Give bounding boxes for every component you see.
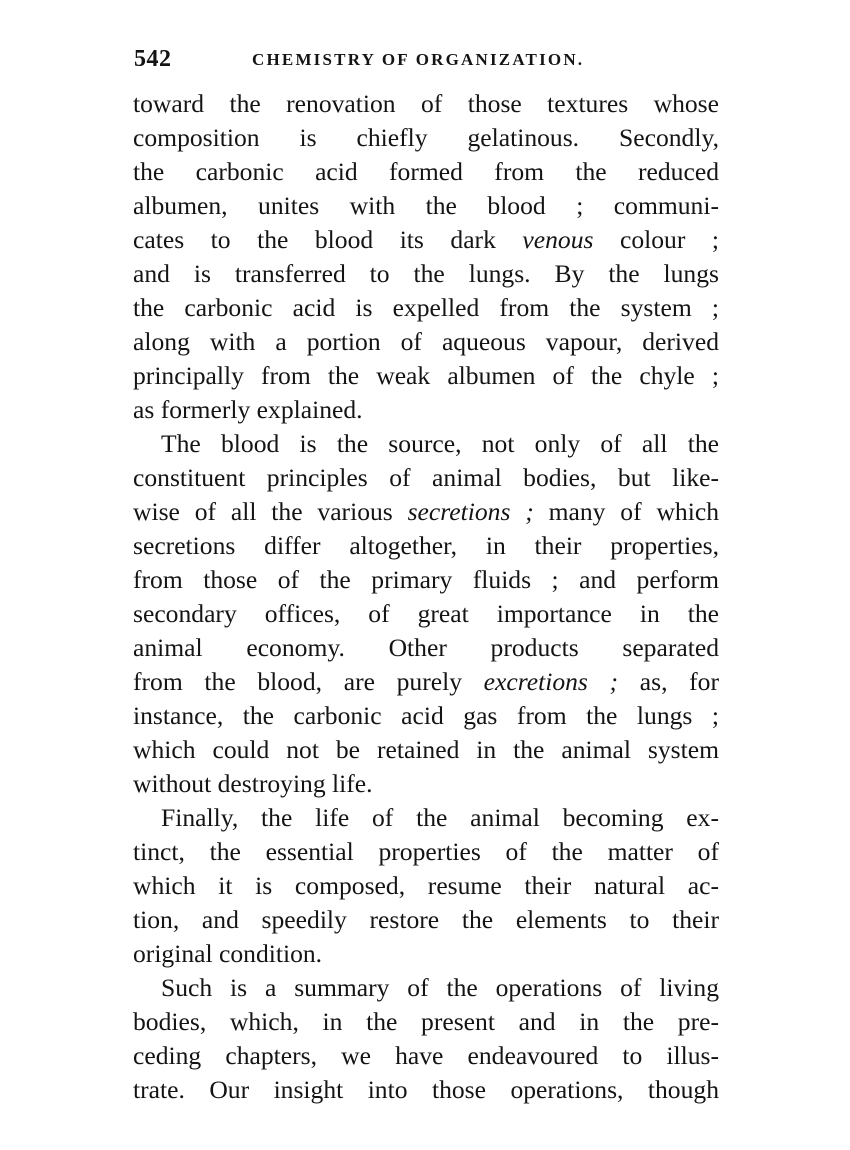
text-run: principally from the weak albumen of the chyle ; [133, 361, 719, 390]
text-line [133, 427, 719, 461]
running-head [134, 46, 718, 74]
text-run: which could not be retained in the animal system [133, 735, 719, 764]
text-run: and is transferred to the lungs. By the lungs [133, 259, 719, 288]
page-number: 542 [134, 46, 172, 72]
body-text [133, 87, 719, 1107]
text-run: bodies, which, in the present and in the pre- [133, 1007, 719, 1036]
text-line [133, 121, 719, 155]
text-run: cates to the blood its dark [133, 225, 523, 254]
italic-term: excretions ; [483, 667, 619, 696]
text-run: The blood is the source, not only of all the [161, 429, 719, 458]
text-line [133, 87, 719, 121]
text-line [133, 1073, 719, 1107]
text-line [133, 631, 719, 665]
text-run: original condition. [133, 939, 323, 968]
text-line [133, 359, 719, 393]
text-run: wise of all the various [133, 497, 408, 526]
italic-term: venous [522, 225, 594, 254]
text-run: tinct, the essential properties of the matter of [133, 837, 719, 866]
text-run: trate. Our insight into those operations, though [133, 1075, 719, 1104]
text-line [133, 971, 719, 1005]
text-run: from those of the primary fluids ; and perform [133, 565, 719, 594]
text-line [133, 257, 719, 291]
text-line [133, 903, 719, 937]
text-line [133, 325, 719, 359]
text-run: from the blood, are purely [133, 667, 484, 696]
text-run: composition is chiefly gelatinous. Secondly, [133, 123, 719, 152]
text-run: secretions differ altogether, in their properties, [133, 531, 719, 560]
text-run: animal economy. Other products separated [133, 633, 719, 662]
text-line [133, 291, 719, 325]
text-line [133, 529, 719, 563]
text-line [133, 869, 719, 903]
text-run: Finally, the life of the animal becoming ex- [161, 803, 719, 832]
text-run: tion, and speedily restore the elements to their [133, 905, 719, 934]
paragraph [133, 427, 719, 801]
paragraph [133, 801, 719, 971]
text-line [133, 835, 719, 869]
text-line [133, 597, 719, 631]
text-run: colour ; [593, 225, 719, 254]
text-run: constituent principles of animal bodies, but like- [133, 463, 719, 492]
text-run: which it is composed, resume their natural ac- [133, 871, 719, 900]
text-run: albumen, unites with the blood ; communi- [133, 191, 719, 220]
text-line [133, 937, 719, 971]
text-line [133, 495, 719, 529]
text-run: as formerly explained. [133, 395, 363, 424]
text-line [133, 563, 719, 597]
text-run: many of which [533, 497, 720, 526]
text-run: ceding chapters, we have endeavoured to illus- [133, 1041, 719, 1070]
text-line [133, 767, 719, 801]
text-line [133, 1039, 719, 1073]
text-line [133, 393, 719, 427]
text-line [133, 1005, 719, 1039]
italic-term: secretions ; [407, 497, 534, 526]
text-line [133, 223, 719, 257]
text-line [133, 733, 719, 767]
text-line [133, 665, 719, 699]
text-run: toward the renovation of those textures whose [133, 89, 719, 118]
text-run: the carbonic acid is expelled from the system ; [133, 293, 719, 322]
text-line [133, 461, 719, 495]
text-run: along with a portion of aqueous vapour, derived [133, 327, 719, 356]
text-run: without destroying life. [133, 769, 373, 798]
text-line [133, 801, 719, 835]
running-title: CHEMISTRY OF ORGANIZATION. [252, 50, 585, 69]
text-run: Such is a summary of the operations of living [161, 973, 719, 1002]
text-line [133, 699, 719, 733]
text-run: secondary offices, of great importance in the [133, 599, 719, 628]
text-line [133, 155, 719, 189]
paragraph [133, 87, 719, 427]
text-run: the carbonic acid formed from the reduced [133, 157, 719, 186]
text-run: as, for [618, 667, 719, 696]
text-run: instance, the carbonic acid gas from the lungs ; [133, 701, 719, 730]
text-line [133, 189, 719, 223]
paragraph [133, 971, 719, 1107]
